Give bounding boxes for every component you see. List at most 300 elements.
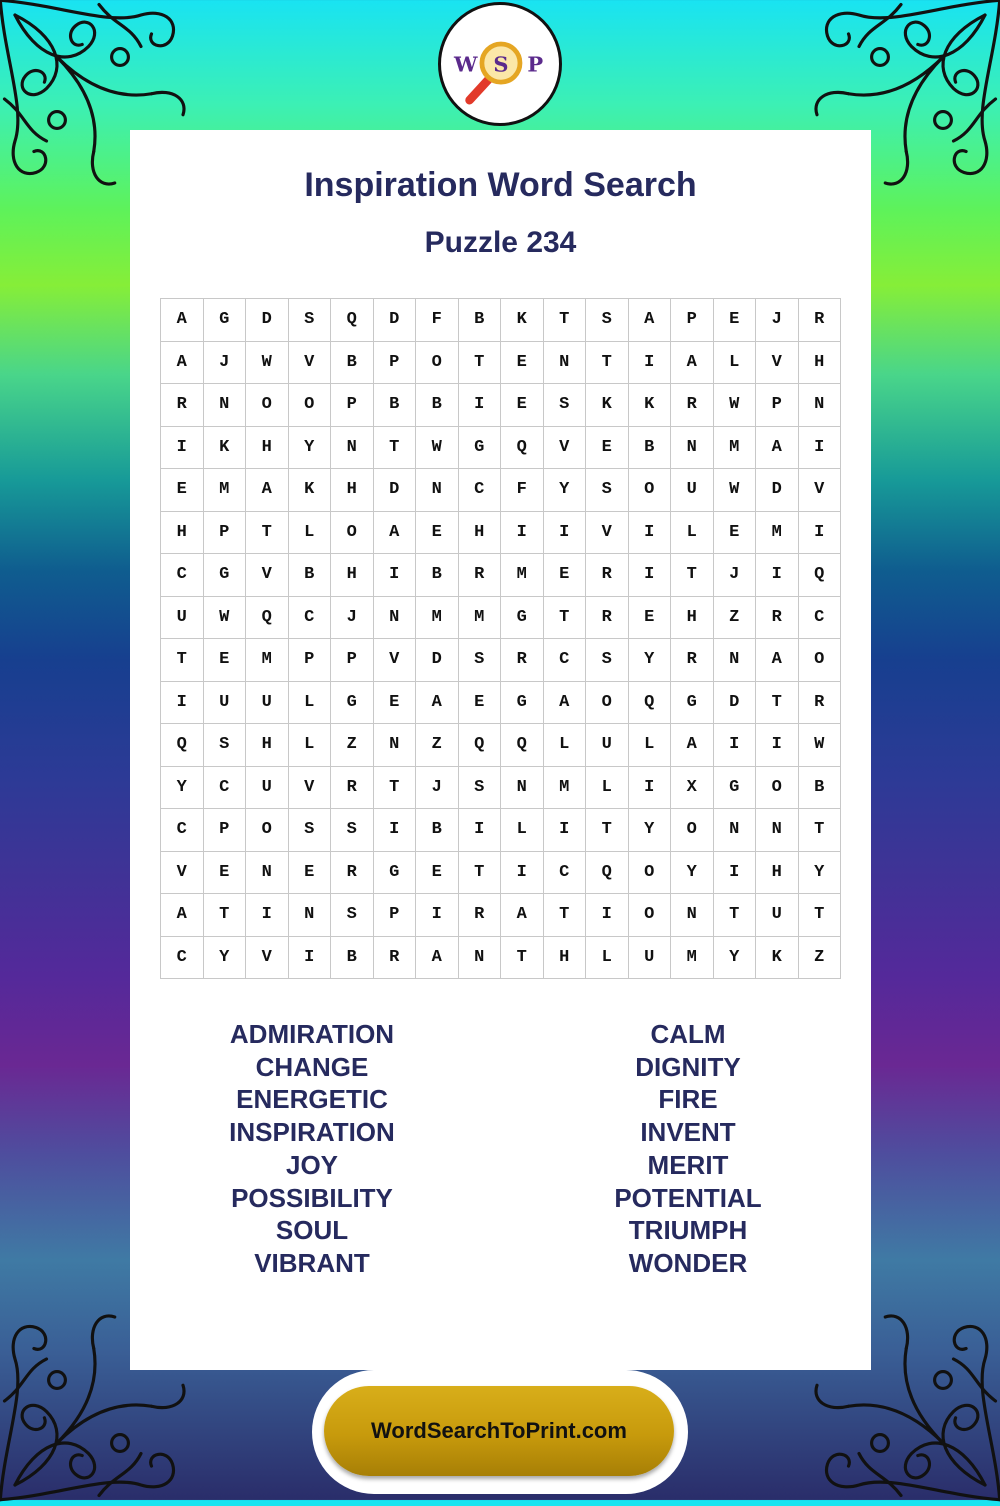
grid-cell: C	[288, 596, 331, 639]
letter-grid	[160, 298, 841, 979]
grid-cell: T	[373, 766, 416, 809]
grid-cell: B	[628, 426, 671, 469]
grid-cell: W	[203, 596, 246, 639]
grid-cell: S	[586, 299, 629, 342]
grid-cell: T	[501, 936, 544, 979]
grid-cell: T	[458, 851, 501, 894]
grid-cell: N	[501, 766, 544, 809]
grid-cell: T	[756, 681, 799, 724]
grid-cell: Z	[416, 724, 459, 767]
grid-cell: O	[628, 894, 671, 937]
grid-cell: K	[628, 384, 671, 427]
grid-row	[161, 809, 841, 852]
grid-cell: S	[458, 766, 501, 809]
grid-cell: N	[798, 384, 841, 427]
grid-cell: Q	[628, 681, 671, 724]
word-list-right-column	[538, 1018, 838, 1280]
grid-cell: T	[713, 894, 756, 937]
grid-cell: S	[586, 469, 629, 512]
grid-cell: O	[246, 384, 289, 427]
grid-cell: E	[458, 681, 501, 724]
grid-cell: L	[288, 511, 331, 554]
grid-cell: U	[756, 894, 799, 937]
grid-cell: I	[373, 554, 416, 597]
grid-cell: I	[373, 809, 416, 852]
word-list-item: WONDER	[628, 1247, 748, 1278]
grid-cell: R	[756, 596, 799, 639]
grid-cell: I	[543, 511, 586, 554]
grid-row	[161, 936, 841, 979]
grid-cell: N	[416, 469, 459, 512]
word-list-item: MERIT	[647, 1149, 729, 1180]
grid-cell: H	[161, 511, 204, 554]
grid-row	[161, 469, 841, 512]
grid-cell: N	[671, 894, 714, 937]
grid-cell: Y	[203, 936, 246, 979]
grid-cell: Y	[543, 469, 586, 512]
grid-cell: M	[543, 766, 586, 809]
grid-cell: D	[713, 681, 756, 724]
grid-cell: D	[416, 639, 459, 682]
word-list-item: DIGNITY	[635, 1051, 741, 1082]
grid-cell: L	[288, 724, 331, 767]
grid-cell: C	[543, 851, 586, 894]
grid-cell: Q	[501, 724, 544, 767]
grid-cell: C	[798, 596, 841, 639]
grid-cell: R	[798, 681, 841, 724]
grid-cell: M	[501, 554, 544, 597]
grid-cell: M	[756, 511, 799, 554]
grid-cell: B	[416, 809, 459, 852]
grid-cell: Z	[798, 936, 841, 979]
puzzle-number: Puzzle 234	[424, 226, 577, 259]
grid-cell: M	[416, 596, 459, 639]
grid-cell: A	[756, 426, 799, 469]
grid-cell: J	[416, 766, 459, 809]
word-list-left-column	[162, 1018, 462, 1280]
grid-row	[161, 596, 841, 639]
logo-letter-p: P	[527, 51, 544, 77]
grid-cell: F	[416, 299, 459, 342]
grid-cell: T	[798, 894, 841, 937]
grid-cell: N	[713, 639, 756, 682]
grid-row	[161, 384, 841, 427]
grid-cell: V	[543, 426, 586, 469]
grid-cell: I	[756, 724, 799, 767]
grid-cell: J	[756, 299, 799, 342]
grid-cell: U	[628, 936, 671, 979]
grid-cell: G	[203, 299, 246, 342]
grid-row	[161, 511, 841, 554]
grid-cell: Q	[501, 426, 544, 469]
grid-cell: C	[543, 639, 586, 682]
grid-cell: T	[798, 809, 841, 852]
grid-cell: S	[288, 299, 331, 342]
grid-cell: R	[586, 554, 629, 597]
word-list-item: CHANGE	[255, 1051, 369, 1082]
grid-cell: I	[246, 894, 289, 937]
grid-cell: R	[586, 596, 629, 639]
grid-cell: R	[798, 299, 841, 342]
grid-cell: E	[586, 426, 629, 469]
grid-cell: P	[288, 639, 331, 682]
grid-cell: H	[246, 724, 289, 767]
grid-cell: T	[246, 511, 289, 554]
grid-cell: R	[161, 384, 204, 427]
grid-cell: M	[203, 469, 246, 512]
grid-cell: K	[288, 469, 331, 512]
wsp-logo	[438, 2, 562, 126]
grid-cell: A	[756, 639, 799, 682]
grid-cell: R	[458, 894, 501, 937]
grid-cell: V	[246, 936, 289, 979]
grid-cell: W	[713, 469, 756, 512]
grid-cell: O	[628, 851, 671, 894]
word-list-item: INVENT	[640, 1117, 736, 1148]
grid-cell: I	[161, 681, 204, 724]
grid-cell: I	[628, 511, 671, 554]
grid-cell: S	[203, 724, 246, 767]
grid-cell: W	[713, 384, 756, 427]
grid-cell: I	[628, 554, 671, 597]
grid-cell: O	[416, 341, 459, 384]
grid-cell: I	[713, 724, 756, 767]
grid-cell: O	[288, 384, 331, 427]
grid-cell: H	[543, 936, 586, 979]
grid-row	[161, 299, 841, 342]
grid-cell: U	[246, 766, 289, 809]
grid-cell: I	[586, 894, 629, 937]
grid-cell: P	[331, 384, 374, 427]
grid-cell: I	[798, 426, 841, 469]
grid-cell: B	[416, 384, 459, 427]
grid-cell: M	[458, 596, 501, 639]
grid-cell: N	[671, 426, 714, 469]
grid-cell: O	[671, 809, 714, 852]
grid-cell: C	[203, 766, 246, 809]
word-list-item: POSSIBILITY	[231, 1182, 393, 1213]
website-link-button[interactable]: WordSearchToPrint.com	[324, 1386, 674, 1476]
grid-cell: E	[501, 384, 544, 427]
grid-cell: U	[671, 469, 714, 512]
grid-cell: V	[246, 554, 289, 597]
grid-cell: P	[756, 384, 799, 427]
grid-row	[161, 851, 841, 894]
grid-cell: Y	[671, 851, 714, 894]
grid-cell: H	[458, 511, 501, 554]
grid-cell: Q	[331, 299, 374, 342]
grid-cell: E	[543, 554, 586, 597]
word-list-item: TRIUMPH	[628, 1215, 748, 1246]
grid-cell: T	[671, 554, 714, 597]
grid-cell: N	[373, 596, 416, 639]
grid-cell: E	[713, 299, 756, 342]
grid-row	[161, 681, 841, 724]
grid-cell: X	[671, 766, 714, 809]
grid-cell: P	[671, 299, 714, 342]
grid-cell: N	[543, 341, 586, 384]
grid-cell: B	[798, 766, 841, 809]
grid-cell: S	[458, 639, 501, 682]
grid-cell: U	[586, 724, 629, 767]
grid-cell: G	[501, 596, 544, 639]
grid-cell: R	[331, 851, 374, 894]
grid-cell: D	[246, 299, 289, 342]
grid-cell: I	[798, 511, 841, 554]
grid-cell: Y	[288, 426, 331, 469]
grid-cell: U	[246, 681, 289, 724]
grid-cell: Q	[586, 851, 629, 894]
grid-cell: A	[416, 681, 459, 724]
grid-cell: R	[671, 384, 714, 427]
grid-cell: I	[628, 341, 671, 384]
grid-cell: V	[798, 469, 841, 512]
grid-cell: H	[756, 851, 799, 894]
grid-cell: G	[373, 851, 416, 894]
grid-cell: K	[203, 426, 246, 469]
grid-cell: T	[373, 426, 416, 469]
logo-letter-s: S	[493, 51, 509, 77]
grid-cell: E	[161, 469, 204, 512]
grid-cell: I	[756, 554, 799, 597]
grid-cell: S	[331, 894, 374, 937]
logo-letter-w: W	[453, 51, 478, 77]
grid-cell: H	[671, 596, 714, 639]
grid-cell: V	[586, 511, 629, 554]
grid-cell: L	[586, 936, 629, 979]
grid-cell: B	[373, 384, 416, 427]
grid-row	[161, 554, 841, 597]
grid-cell: A	[161, 341, 204, 384]
grid-cell: P	[203, 809, 246, 852]
grid-cell: Y	[798, 851, 841, 894]
grid-cell: Y	[161, 766, 204, 809]
grid-cell: C	[161, 809, 204, 852]
grid-cell: A	[501, 894, 544, 937]
grid-cell: N	[458, 936, 501, 979]
grid-cell: K	[586, 384, 629, 427]
grid-cell: A	[543, 681, 586, 724]
grid-cell: C	[161, 554, 204, 597]
grid-cell: R	[458, 554, 501, 597]
grid-cell: E	[416, 851, 459, 894]
grid-cell: I	[288, 936, 331, 979]
grid-row	[161, 341, 841, 384]
grid-cell: T	[161, 639, 204, 682]
grid-cell: M	[713, 426, 756, 469]
grid-cell: O	[246, 809, 289, 852]
word-list-item: ADMIRATION	[229, 1019, 395, 1049]
grid-cell: D	[373, 299, 416, 342]
grid-cell: B	[416, 554, 459, 597]
word-list-item: CALM	[650, 1019, 726, 1049]
grid-cell: D	[373, 469, 416, 512]
grid-cell: L	[543, 724, 586, 767]
grid-cell: G	[713, 766, 756, 809]
grid-cell: O	[628, 469, 671, 512]
word-list-item: VIBRANT	[254, 1247, 370, 1278]
grid-cell: O	[331, 511, 374, 554]
grid-cell: E	[373, 681, 416, 724]
word-list-item: SOUL	[275, 1215, 349, 1246]
grid-cell: Y	[713, 936, 756, 979]
grid-cell: I	[161, 426, 204, 469]
grid-cell: K	[501, 299, 544, 342]
grid-cell: N	[246, 851, 289, 894]
grid-cell: J	[203, 341, 246, 384]
grid-cell: I	[416, 894, 459, 937]
grid-cell: E	[713, 511, 756, 554]
grid-cell: I	[501, 851, 544, 894]
grid-cell: V	[756, 341, 799, 384]
grid-cell: A	[671, 724, 714, 767]
grid-cell: I	[458, 809, 501, 852]
grid-cell: O	[586, 681, 629, 724]
grid-cell: S	[288, 809, 331, 852]
grid-cell: Q	[798, 554, 841, 597]
grid-cell: G	[331, 681, 374, 724]
grid-cell: A	[161, 299, 204, 342]
grid-cell: P	[331, 639, 374, 682]
grid-cell: Y	[628, 809, 671, 852]
grid-cell: T	[543, 596, 586, 639]
word-list-item: POTENTIAL	[614, 1182, 762, 1213]
grid-cell: L	[671, 511, 714, 554]
grid-cell: A	[373, 511, 416, 554]
grid-cell: L	[288, 681, 331, 724]
grid-cell: D	[756, 469, 799, 512]
page-title: Inspiration Word Search	[304, 166, 697, 204]
grid-cell: I	[713, 851, 756, 894]
grid-cell: U	[203, 681, 246, 724]
grid-cell: G	[458, 426, 501, 469]
grid-cell: Z	[331, 724, 374, 767]
grid-cell: R	[671, 639, 714, 682]
grid-cell: Z	[713, 596, 756, 639]
grid-cell: A	[246, 469, 289, 512]
grid-cell: R	[501, 639, 544, 682]
grid-cell: W	[798, 724, 841, 767]
grid-cell: M	[671, 936, 714, 979]
grid-cell: P	[203, 511, 246, 554]
grid-cell: E	[416, 511, 459, 554]
grid-cell: A	[416, 936, 459, 979]
grid-cell: B	[288, 554, 331, 597]
grid-cell: E	[501, 341, 544, 384]
grid-cell: Y	[628, 639, 671, 682]
grid-cell: L	[586, 766, 629, 809]
grid-row	[161, 426, 841, 469]
grid-cell: I	[628, 766, 671, 809]
grid-cell: E	[628, 596, 671, 639]
grid-cell: G	[671, 681, 714, 724]
grid-cell: C	[458, 469, 501, 512]
grid-cell: T	[203, 894, 246, 937]
grid-cell: M	[246, 639, 289, 682]
grid-cell: L	[713, 341, 756, 384]
grid-cell: E	[203, 851, 246, 894]
grid-cell: R	[373, 936, 416, 979]
grid-row	[161, 894, 841, 937]
grid-cell: J	[713, 554, 756, 597]
grid-cell: V	[373, 639, 416, 682]
grid-cell: A	[628, 299, 671, 342]
grid-cell: K	[756, 936, 799, 979]
grid-cell: A	[671, 341, 714, 384]
grid-cell: V	[288, 341, 331, 384]
grid-cell: E	[288, 851, 331, 894]
grid-cell: J	[331, 596, 374, 639]
grid-row	[161, 724, 841, 767]
grid-cell: Q	[161, 724, 204, 767]
grid-cell: Q	[458, 724, 501, 767]
grid-cell: R	[331, 766, 374, 809]
word-list-item: INSPIRATION	[229, 1117, 395, 1148]
grid-cell: L	[501, 809, 544, 852]
grid-cell: P	[373, 894, 416, 937]
grid-cell: S	[543, 384, 586, 427]
footer-badge	[312, 1370, 688, 1494]
grid-cell: S	[586, 639, 629, 682]
grid-cell: T	[586, 341, 629, 384]
grid-cell: P	[373, 341, 416, 384]
grid-cell: N	[331, 426, 374, 469]
grid-cell: I	[543, 809, 586, 852]
grid-cell: B	[458, 299, 501, 342]
grid-cell: T	[543, 894, 586, 937]
grid-cell: T	[458, 341, 501, 384]
grid-cell: F	[501, 469, 544, 512]
grid-cell: S	[331, 809, 374, 852]
grid-cell: H	[331, 469, 374, 512]
word-list-item: JOY	[285, 1149, 339, 1180]
grid-cell: G	[203, 554, 246, 597]
grid-cell: E	[203, 639, 246, 682]
grid-cell: H	[246, 426, 289, 469]
grid-cell: W	[246, 341, 289, 384]
grid-cell: C	[161, 936, 204, 979]
puzzle-panel	[130, 130, 871, 1370]
grid-cell: B	[331, 936, 374, 979]
grid-cell: Q	[246, 596, 289, 639]
grid-cell: G	[501, 681, 544, 724]
grid-cell: N	[713, 809, 756, 852]
grid-cell: O	[756, 766, 799, 809]
grid-cell: N	[288, 894, 331, 937]
grid-cell: I	[458, 384, 501, 427]
grid-cell: T	[586, 809, 629, 852]
grid-row	[161, 639, 841, 682]
grid-cell: V	[288, 766, 331, 809]
grid-cell: N	[203, 384, 246, 427]
grid-cell: I	[501, 511, 544, 554]
word-list-item: ENERGETIC	[236, 1084, 388, 1115]
grid-cell: N	[373, 724, 416, 767]
grid-cell: O	[798, 639, 841, 682]
grid-cell: W	[416, 426, 459, 469]
grid-cell: T	[543, 299, 586, 342]
grid-cell: H	[798, 341, 841, 384]
grid-cell: N	[756, 809, 799, 852]
grid-cell: V	[161, 851, 204, 894]
grid-row	[161, 766, 841, 809]
grid-cell: B	[331, 341, 374, 384]
grid-cell: A	[161, 894, 204, 937]
word-list-item: FIRE	[658, 1084, 718, 1115]
grid-cell: U	[161, 596, 204, 639]
grid-cell: H	[331, 554, 374, 597]
grid-cell: L	[628, 724, 671, 767]
